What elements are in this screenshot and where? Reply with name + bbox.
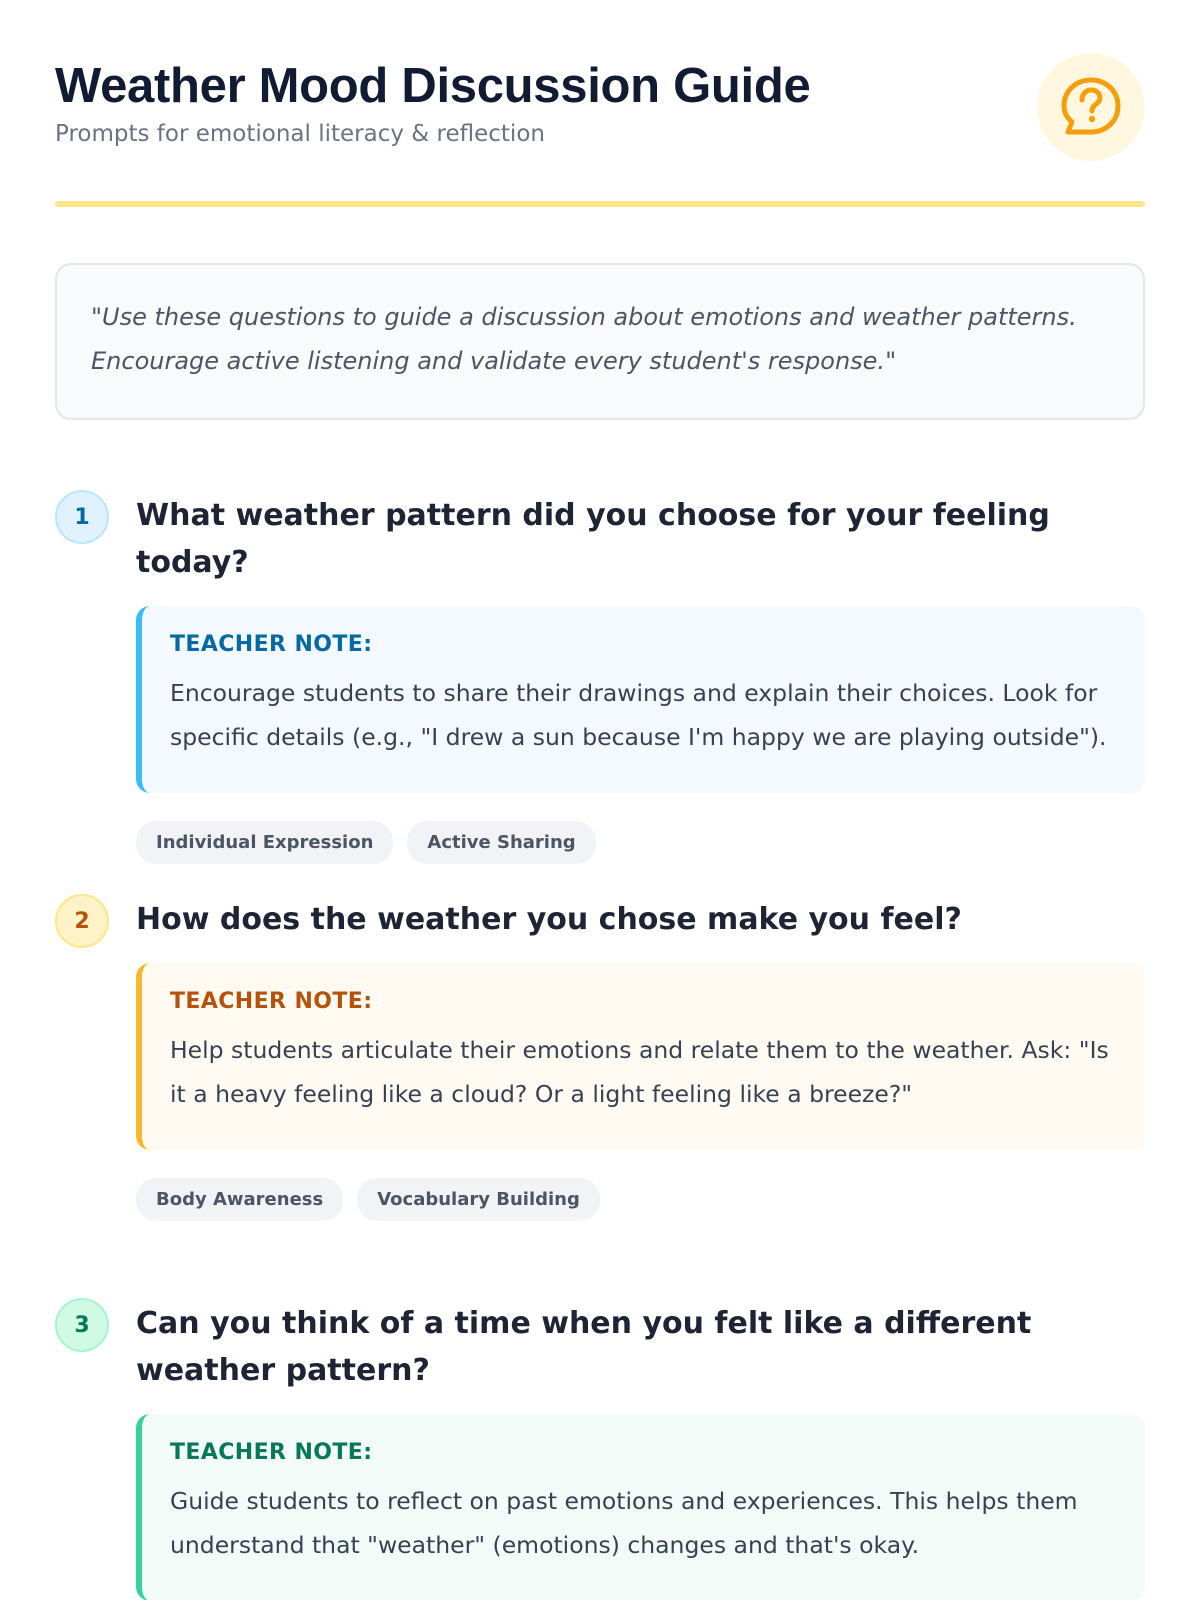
teacher-note <box>136 1414 1145 1600</box>
teacher-note <box>136 606 1145 793</box>
tag: Active Sharing <box>407 821 595 864</box>
question-3 <box>55 1298 1145 1600</box>
question-text: Can you think of a time when you felt like a different weather pattern? <box>136 1306 1032 1388</box>
teacher-note-label: TEACHER NOTE: <box>170 989 373 1014</box>
header-divider <box>55 201 1145 207</box>
teacher-note-label: TEACHER NOTE: <box>170 1440 373 1465</box>
page-title: Weather Mood Discussion Guide <box>55 59 811 113</box>
question-2 <box>55 894 1145 1221</box>
intro-quote-box <box>55 263 1145 420</box>
question-number-badge: 2 <box>55 894 109 948</box>
header <box>55 0 1145 210</box>
question-chat-icon <box>1037 53 1145 161</box>
tag: Body Awareness <box>136 1178 343 1221</box>
question-number-badge: 3 <box>55 1298 109 1352</box>
question-text: What weather pattern did you choose for your feeling today? <box>136 498 1050 580</box>
page-subtitle: Prompts for emotional literacy & reflection <box>55 121 545 147</box>
teacher-note-text: Guide students to reflect on past emotions and experiences. This helps them understand that "weather" (emotions) changes and that's okay. <box>170 1487 1078 1559</box>
teacher-note-text: Encourage students to share their drawings and explain their choices. Look for specific details (e.g., "I drew a sun because I'm happy we are playing outside"). <box>170 679 1107 751</box>
tag-list <box>136 1178 1145 1221</box>
teacher-note <box>136 963 1145 1150</box>
teacher-note-label: TEACHER NOTE: <box>170 632 373 657</box>
question-number-badge: 1 <box>55 490 109 544</box>
question-1 <box>55 490 1145 864</box>
question-text: How does the weather you chose make you feel? <box>136 902 962 937</box>
teacher-note-text: Help students articulate their emotions and relate them to the weather. Ask: "Is it a heavy feeling like a cloud? Or a light feeling like a breeze?" <box>170 1036 1109 1108</box>
intro-quote: "Use these questions to guide a discussion about emotions and weather patterns. Encourage active listening and validate every student's response." <box>91 303 1077 375</box>
tag-list <box>136 821 1145 864</box>
tag: Individual Expression <box>136 821 393 864</box>
tag: Vocabulary Building <box>357 1178 600 1221</box>
